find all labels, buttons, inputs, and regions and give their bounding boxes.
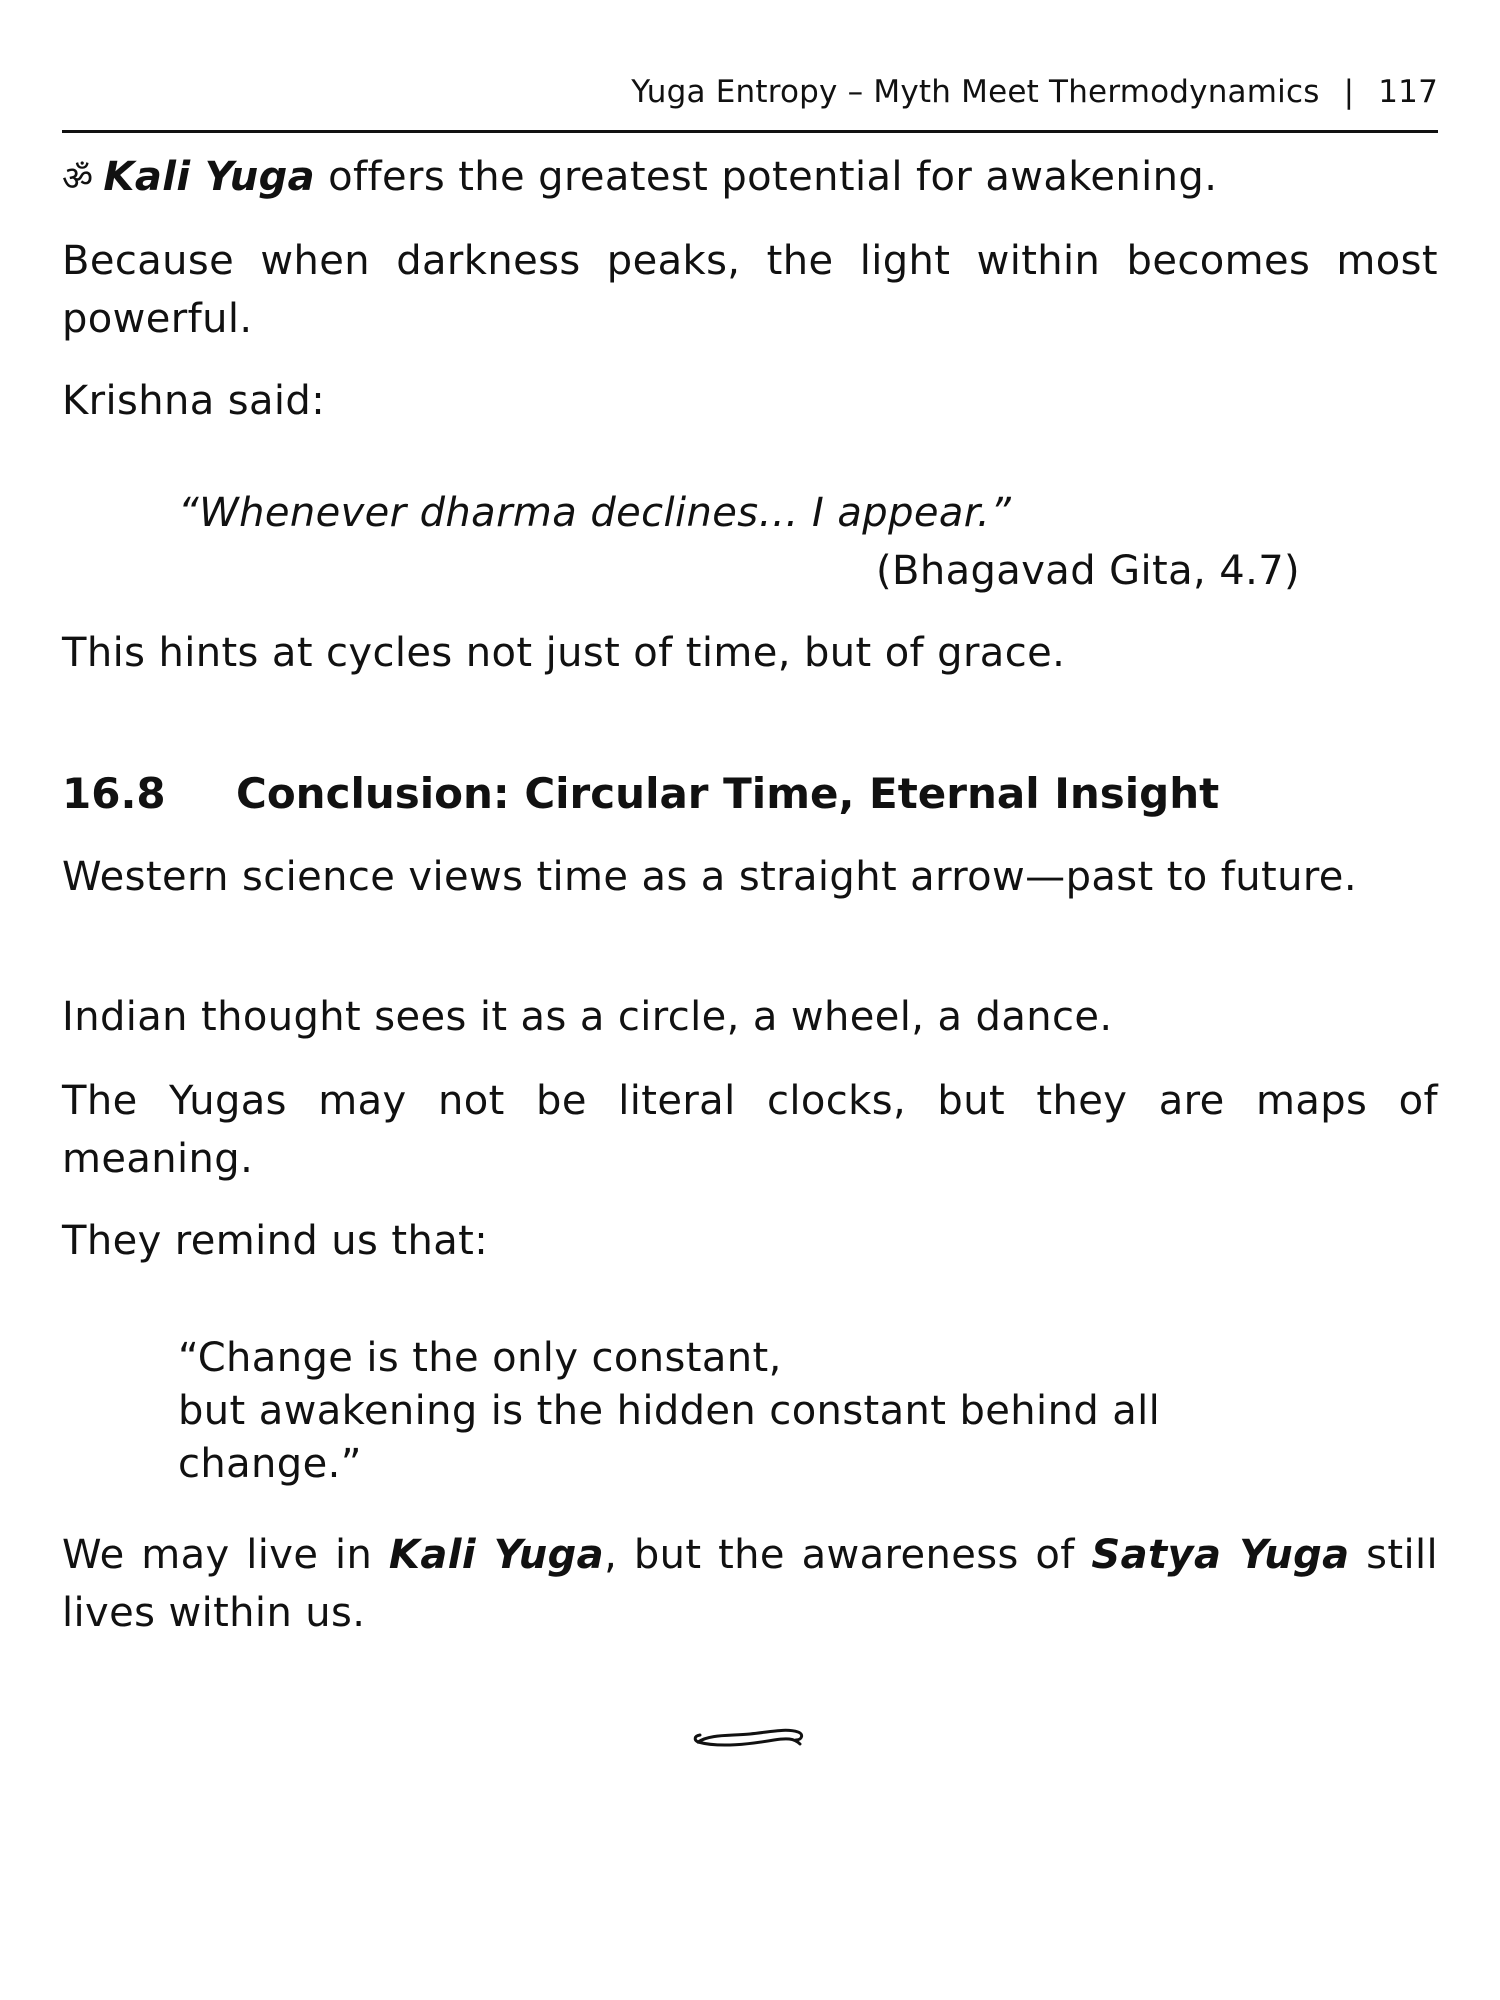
quote-line: change.” xyxy=(178,1441,362,1487)
header-separator: | xyxy=(1343,74,1355,110)
paragraph-krishna-said: Krishna said: xyxy=(62,378,326,424)
quote-line: but awakening is the hidden constant behind all xyxy=(178,1388,1161,1434)
running-title: Yuga Entropy – Myth Meet Thermodynamics xyxy=(631,74,1320,110)
paragraph-darkness-peaks: Because when darkness peaks, the light within becomes most powerful. xyxy=(62,238,1438,342)
paragraph-text: We may live in xyxy=(62,1532,389,1578)
paragraph-indian-thought: Indian thought sees it as a circle, a wheel, a dance. xyxy=(62,994,1113,1040)
paragraph-remind-us: They remind us that: xyxy=(62,1218,489,1264)
paragraph-text: offers the greatest potential for awakening. xyxy=(315,154,1218,200)
gita-quote: “Whenever dharma declines… I appear.” xyxy=(178,490,1012,536)
paragraph-kali-yuga-potential xyxy=(62,148,1438,208)
paragraph-text: still lives within us. xyxy=(62,1532,1439,1636)
gita-citation: (Bhagavad Gita, 4.7) xyxy=(876,548,1301,594)
section-heading xyxy=(62,764,1438,824)
om-icon: ॐ xyxy=(62,159,94,199)
running-header xyxy=(62,74,1438,133)
paragraph-cycles-of-grace: This hints at cycles not just of time, but of grace. xyxy=(62,630,1066,676)
paragraph-western-science: Western science views time as a straight arrow—past to future. xyxy=(62,854,1357,900)
flourish-ornament-icon xyxy=(690,1720,810,1764)
section-title: Conclusion: Circular Time, Eternal Insight xyxy=(236,769,1220,818)
change-quote xyxy=(178,1332,1338,1491)
paragraph-yugas-maps: The Yugas may not be literal clocks, but they are maps of meaning. xyxy=(62,1078,1438,1182)
paragraph-text: , but the awareness of xyxy=(604,1532,1092,1578)
quote-line: “Change is the only constant, xyxy=(178,1335,782,1381)
emphasis-kali-yuga: Kali Yuga xyxy=(103,154,316,200)
page-number: 117 xyxy=(1378,74,1438,110)
emphasis-satya-yuga: Satya Yuga xyxy=(1091,1532,1350,1578)
paragraph-satya-yuga-within xyxy=(62,1526,1438,1642)
emphasis-kali-yuga: Kali Yuga xyxy=(388,1532,605,1578)
section-number: 16.8 xyxy=(62,769,166,818)
